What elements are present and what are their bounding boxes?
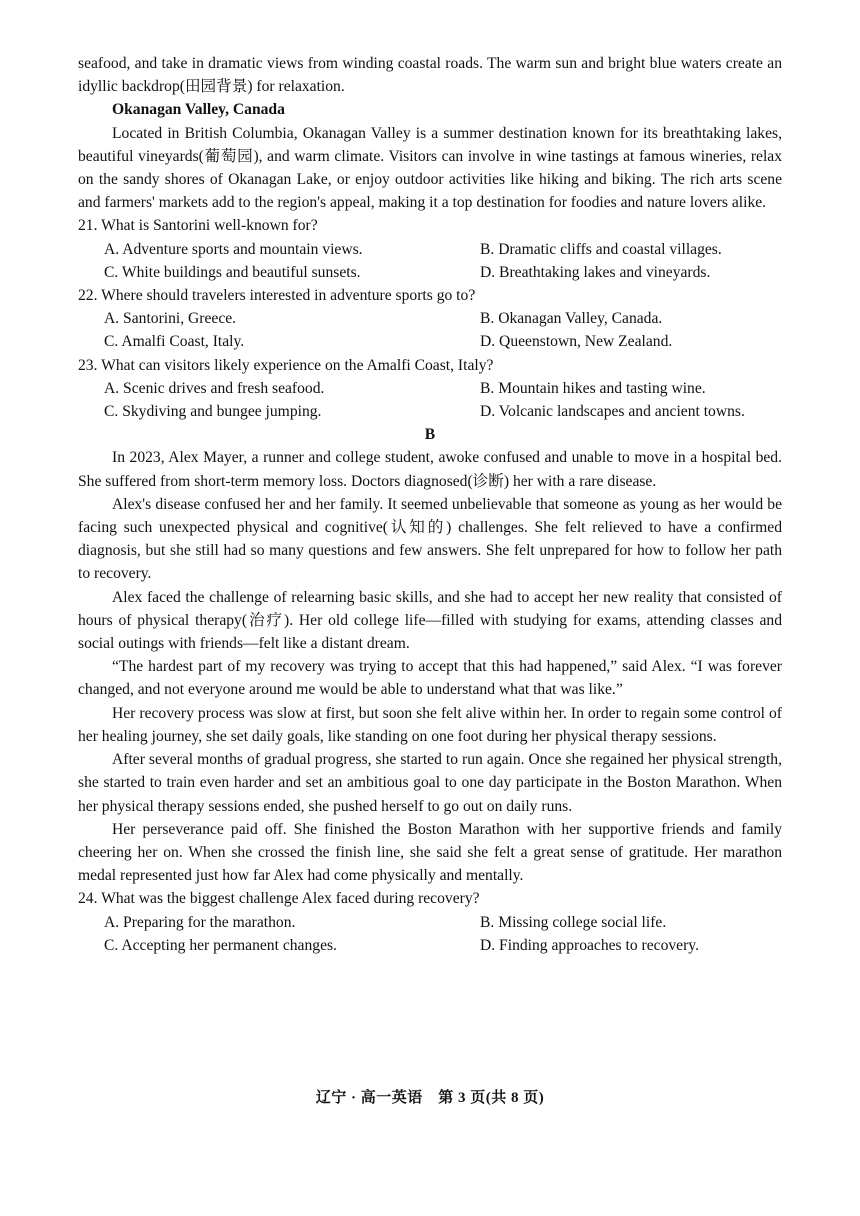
question-23 bbox=[78, 354, 782, 424]
option-d: D. Finding approaches to recovery. bbox=[480, 936, 699, 954]
question-stem: 21. What is Santorini well-known for? bbox=[78, 217, 318, 235]
passage-paragraph: In 2023, Alex Mayer, a runner and college student, awoke confused and unable to move in a hospital bed. She suffered from short-term memory loss. Doctors diagnosed(诊断) her with a rare disease. bbox=[78, 449, 782, 490]
question-22 bbox=[78, 284, 782, 354]
option-c: C. Accepting her permanent changes. bbox=[104, 936, 337, 954]
option-b: B. Okanagan Valley, Canada. bbox=[480, 310, 663, 328]
passage-paragraph: Her recovery process was slow at first, but soon she felt alive within her. In order to regain some control of her healing journey, she set daily goals, like standing on one foot during her physical therapy sessions. bbox=[78, 704, 782, 745]
passage-paragraph: After several months of gradual progress, she started to run again. Once she regained her physical strength, she started to train even harder and set an ambitious goal to one day participate in the Boston Marathon. When her physical therapy sessions ended, she pushed herself to go out on daily runs. bbox=[78, 751, 782, 815]
section-b-letter: B bbox=[424, 426, 436, 444]
option-b: B. Mountain hikes and tasting wine. bbox=[480, 379, 706, 397]
option-b: B. Missing college social life. bbox=[480, 913, 667, 931]
option-a: A. Scenic drives and fresh seafood. bbox=[104, 379, 325, 397]
option-b: B. Dramatic cliffs and coastal villages. bbox=[480, 240, 722, 258]
option-c: C. Skydiving and bungee jumping. bbox=[104, 403, 322, 421]
question-stem: 22. Where should travelers interested in adventure sports go to? bbox=[78, 287, 476, 305]
question-24 bbox=[78, 887, 782, 957]
okanagan-heading: Okanagan Valley, Canada bbox=[112, 101, 285, 119]
answer-options bbox=[78, 911, 782, 957]
question-stem: 23. What can visitors likely experience on the Amalfi Coast, Italy? bbox=[78, 356, 494, 374]
option-a: A. Santorini, Greece. bbox=[104, 310, 237, 328]
option-a: A. Adventure sports and mountain views. bbox=[104, 240, 363, 258]
passage-paragraph: Alex faced the challenge of relearning basic skills, and she had to accept her new reality that consisted of hours of physical therapy(治疗). Her old college life—filled with studying for exams, attending classes and social outings with friends—felt like a distant dream. bbox=[78, 588, 782, 653]
intro-paragraph: seafood, and take in dramatic views from winding coastal roads. The warm sun and bright blue waters create an idyllic backdrop(田园背景) for relaxation. bbox=[78, 55, 782, 96]
option-c: C. White buildings and beautiful sunsets. bbox=[104, 263, 361, 281]
question-stem: 24. What was the biggest challenge Alex faced during recovery? bbox=[78, 890, 480, 908]
option-d: D. Queenstown, New Zealand. bbox=[480, 333, 673, 351]
option-d: D. Breathtaking lakes and vineyards. bbox=[480, 263, 711, 281]
option-c: C. Amalfi Coast, Italy. bbox=[104, 333, 245, 351]
passage-paragraph: “The hardest part of my recovery was trying to accept that this had happened,” said Alex. “I was forever changed, and not everyone around me would be able to understand what that was like.” bbox=[78, 658, 782, 699]
answer-options bbox=[78, 377, 782, 423]
passage-paragraph: Her perseverance paid off. She finished the Boston Marathon with her supportive friends and family cheering her on. When she crossed the finish line, she said she felt a great sense of gratitude. Her marathon medal represented just how far Alex had come physically and mentally. bbox=[78, 820, 782, 885]
answer-options bbox=[78, 307, 782, 353]
passage-paragraph: Alex's disease confused her and her family. It seemed unbelievable that someone as young as her would be facing such unexpected physical and cognitive(认知的) challenges. She felt relieved to have a confirmed diagnosis, but she still had so many questions and few answers. She felt unprepared for how to follow her path to recovery. bbox=[78, 495, 782, 583]
option-a: A. Preparing for the marathon. bbox=[104, 913, 296, 931]
page-footer: 辽宁 · 高一英语 第 3 页(共 8 页) bbox=[315, 1090, 545, 1106]
okanagan-paragraph: Located in British Columbia, Okanagan Valley is a summer destination known for its breathtaking lakes, beautiful vineyards(葡萄园), and warm climate. Visitors can involve in wine tastings at famous wineries, relax on the sandy shores of Okanagan Lake, or enjoy outdoor activities like hiking and biking. The rich arts scene and farmers' markets add to the region's appeal, making it a top destination for foodies and nature lovers alike. bbox=[78, 124, 782, 212]
answer-options bbox=[78, 238, 782, 284]
question-21 bbox=[78, 214, 782, 284]
exam-page-body bbox=[78, 52, 782, 957]
option-d: D. Volcanic landscapes and ancient towns. bbox=[480, 403, 745, 421]
